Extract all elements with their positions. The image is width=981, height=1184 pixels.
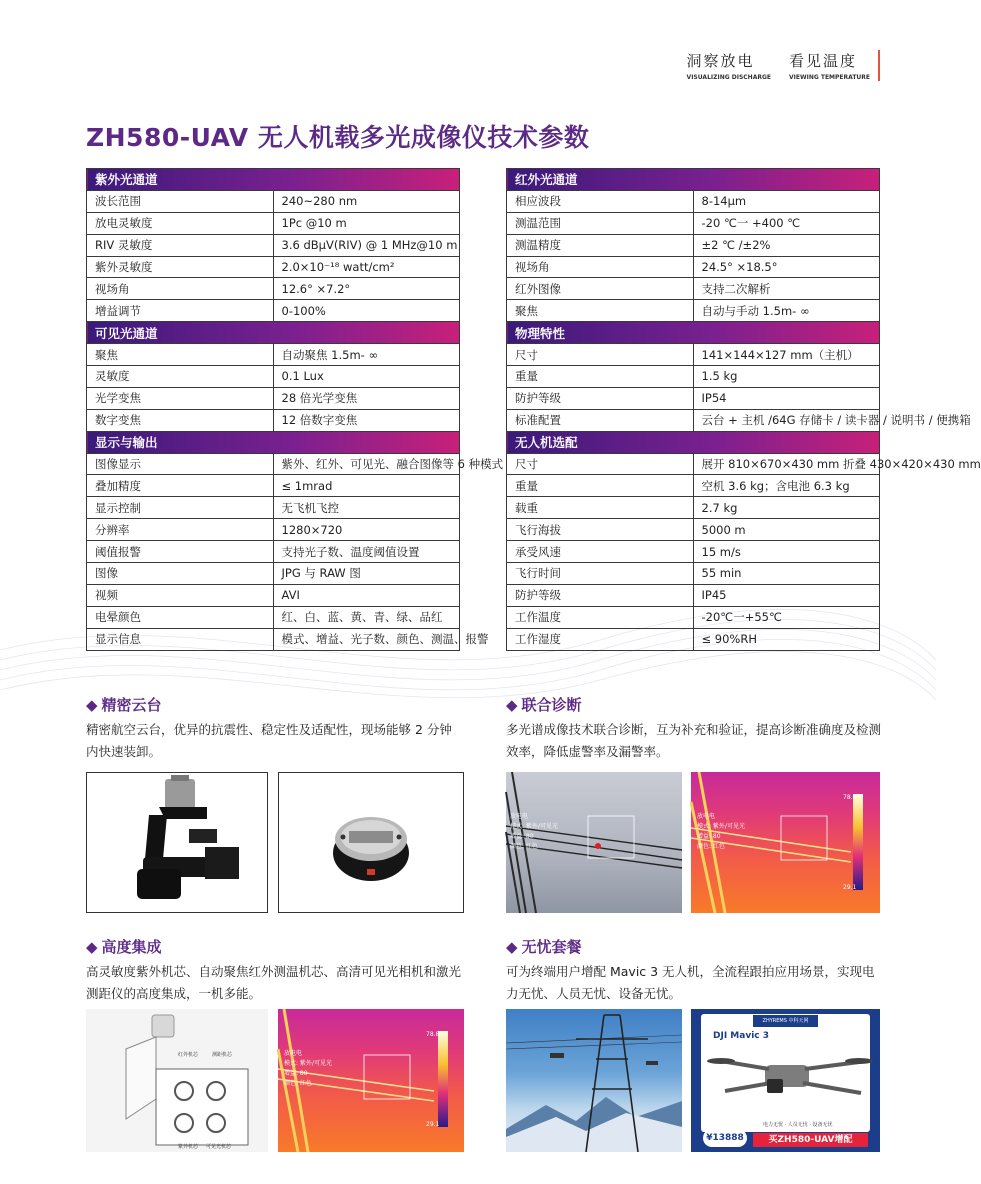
spec-key: 图像显示	[87, 453, 274, 475]
feature-package-title	[506, 936, 582, 957]
spec-key: 红外图像	[507, 278, 694, 300]
spec-value: 2.0×10⁻¹⁸ watt/cm²	[273, 256, 460, 278]
tagline-temperature	[789, 50, 870, 81]
spec-key: 载重	[507, 497, 694, 519]
spec-key: 视场角	[87, 278, 274, 300]
scale-bottom-label: 29.1	[426, 1121, 440, 1128]
quick-release-mount-image	[278, 772, 464, 913]
spec-row	[87, 278, 460, 300]
tagline-temperature-en: VIEWING TEMPERATURE	[789, 74, 870, 81]
thermal-image	[691, 772, 880, 913]
spec-section-header	[87, 322, 460, 344]
thermal-overlay-text	[697, 812, 745, 852]
spec-section-header	[87, 431, 460, 453]
feature-integration-title	[86, 936, 162, 957]
spec-value: IP54	[693, 387, 880, 409]
overlay-line: 颜色: 红色	[510, 843, 538, 850]
spec-key: 图像	[87, 563, 274, 585]
spec-row	[507, 453, 880, 475]
ad-slogan: 电力无忧 · 人员无忧 · 设备无忧	[763, 1122, 833, 1128]
spec-value: -20 ℃一 +400 ℃	[693, 212, 880, 234]
spec-section-header	[507, 322, 880, 344]
spec-value: AVI	[273, 584, 460, 606]
spec-value: 12 倍数字变焦	[273, 409, 460, 431]
overlay-line: 增益: 80	[510, 833, 534, 840]
spec-key: 波长范围	[87, 190, 274, 212]
overlay-line: 放电电	[697, 813, 716, 820]
spec-value: 模式、增益、光子数、颜色、测温、报警	[273, 628, 460, 650]
spec-row	[87, 344, 460, 366]
spec-value: 红、白、蓝、黄、青、绿、品红	[273, 606, 460, 628]
spec-key: 飞行时间	[507, 563, 694, 585]
spec-key: 阈值报警	[87, 541, 274, 563]
spec-key: 显示信息	[87, 628, 274, 650]
spec-row	[507, 409, 880, 431]
spec-row	[87, 628, 460, 650]
spec-table-left	[86, 168, 504, 651]
scale-top-label: 78.8	[843, 794, 857, 801]
spec-table-right	[506, 168, 981, 651]
ad-price: ¥13888	[703, 1129, 747, 1147]
spec-value: 展开 810×670×430 mm 折叠 430×420×430 mm	[693, 453, 880, 475]
feature-package-text: 可为终端用户增配 Mavic 3 无人机，全流程跟拍应用场景，实现电力无忧、人员无忧、设备无忧。	[506, 964, 875, 1001]
spec-row	[507, 387, 880, 409]
spec-row	[87, 256, 460, 278]
section-title: 物理特性	[507, 322, 880, 344]
page-title: ZH580-UAV 无人机载多光成像仪技术参数	[86, 123, 590, 152]
spec-key: 聚焦	[507, 300, 694, 322]
spec-key: 承受风速	[507, 541, 694, 563]
spec-value: 5000 m	[693, 519, 880, 541]
feature-diagnosis-title	[506, 694, 582, 715]
spec-value: 1Pc @10 m	[273, 212, 460, 234]
spec-row	[87, 212, 460, 234]
spec-value: JPG 与 RAW 图	[273, 563, 460, 585]
spec-value: 15 m/s	[693, 541, 880, 563]
spec-key: 相应波段	[507, 190, 694, 212]
spec-key: 测温精度	[507, 234, 694, 256]
overlay-line: 放电电	[284, 1050, 303, 1057]
feature-gimbal-title	[86, 694, 162, 715]
spec-row	[507, 234, 880, 256]
section-title: 显示与输出	[87, 431, 460, 453]
spec-row	[507, 212, 880, 234]
scale-top-label: 78.8	[426, 1031, 440, 1038]
spec-value: ≤ 1mrad	[273, 475, 460, 497]
spec-key: 重量	[507, 366, 694, 388]
spec-key: 标准配置	[507, 409, 694, 431]
spec-value: 支持二次解析	[693, 278, 880, 300]
spec-value: ≤ 90%RH	[693, 628, 880, 650]
spec-key: 增益调节	[87, 300, 274, 322]
tagline-discharge-en: VISUALIZING DISCHARGE	[686, 74, 771, 81]
diagram-label: 可见光机芯	[206, 1144, 232, 1150]
tagline-temperature-cn: 看见温度	[789, 52, 858, 70]
spec-value: 1280×720	[273, 519, 460, 541]
tagline-discharge	[687, 50, 771, 81]
diamond-icon: ◆	[86, 938, 98, 956]
diagram-label: 红外机芯	[178, 1052, 199, 1058]
tower-drone-photo	[506, 1009, 682, 1152]
spec-value: 支持光子数、温度阈值设置	[273, 541, 460, 563]
overlay-line: 模式: 紫外/可见光	[284, 1060, 332, 1067]
spec-value: 自动聚焦 1.5m- ∞	[273, 344, 460, 366]
spec-row	[87, 519, 460, 541]
section-title: 紫外光通道	[87, 169, 460, 191]
spec-value: 24.5° ×18.5°	[693, 256, 880, 278]
ad-model: DJI Mavic 3	[713, 1031, 770, 1041]
spec-row	[507, 584, 880, 606]
section-title: 红外光通道	[507, 169, 880, 191]
diagram-label: 测距机芯	[212, 1052, 233, 1058]
ad-banner: 买ZH580-UAV增配	[753, 1133, 868, 1147]
spec-key: 分辨率	[87, 519, 274, 541]
spec-row	[87, 606, 460, 628]
spec-value: 紫外、红外、可见光、融合图像等 6 种模式	[273, 453, 460, 475]
spec-value: 55 min	[693, 563, 880, 585]
spec-row	[87, 475, 460, 497]
spec-row	[507, 541, 880, 563]
spec-key: 光学变焦	[87, 387, 274, 409]
spec-row	[507, 475, 880, 497]
spec-key: 叠加精度	[87, 475, 274, 497]
overlay-line: 增益: 80	[284, 1070, 308, 1077]
ad-logo: ZHYREMS 中科天网	[753, 1015, 818, 1027]
spec-row	[87, 497, 460, 519]
spec-value: 3.6 dBμV(RIV) @ 1 MHz@10 m	[273, 234, 460, 256]
spec-row	[507, 300, 880, 322]
spec-key: 尺寸	[507, 344, 694, 366]
uv-fusion-image	[506, 772, 682, 913]
diamond-icon: ◆	[86, 696, 98, 714]
spec-key: 工作温度	[507, 606, 694, 628]
feature-integration-title-text: 高度集成	[101, 938, 162, 956]
spec-value: ±2 ℃ /±2%	[693, 234, 880, 256]
spec-row	[507, 256, 880, 278]
spec-value: 空机 3.6 kg；含电池 6.3 kg	[693, 475, 880, 497]
spec-row	[87, 300, 460, 322]
spec-row	[87, 584, 460, 606]
spec-row	[87, 366, 460, 388]
spec-key: 防护等级	[507, 584, 694, 606]
spec-value: 云台 + 主机 /64G 存储卡 / 读卡器 / 说明书 / 便携箱	[693, 409, 880, 431]
spec-value: 2.7 kg	[693, 497, 880, 519]
feature-gimbal-text: 精密航空云台，优异的抗震性、稳定性及适配性，现场能够 2 分钟内快速装卸。	[86, 722, 452, 759]
feature-diagnosis-title-text: 联合诊断	[521, 696, 582, 714]
overlay-line: 模式: 紫外/可见光	[697, 823, 745, 830]
spec-value: 8-14μm	[693, 190, 880, 212]
spec-key: 数字变焦	[87, 409, 274, 431]
spec-row	[87, 190, 460, 212]
overlay-line: 颜色: 红色	[697, 843, 725, 850]
spec-row	[87, 563, 460, 585]
spec-section-header	[507, 169, 880, 191]
spec-key: 飞行海拔	[507, 519, 694, 541]
feature-package-title-text: 无忧套餐	[521, 938, 582, 956]
feature-integration-text: 高灵敏度紫外机芯、自动聚焦红外测温机芯、高清可见光相机和激光测距仪的高度集成，一机多能。	[86, 964, 462, 1001]
spec-row	[507, 519, 880, 541]
spec-value: IP45	[693, 584, 880, 606]
spec-key: 放电灵敏度	[87, 212, 274, 234]
diamond-icon: ◆	[506, 696, 518, 714]
spec-row	[87, 453, 460, 475]
overlay-line: 放电电	[510, 813, 529, 820]
spec-row	[507, 190, 880, 212]
overlay-line: 颜色: 红色	[284, 1080, 312, 1087]
tagline-discharge-cn: 洞察放电	[686, 52, 755, 70]
feature-diagnosis-text: 多光谱成像技术联合诊断，互为补充和验证，提高诊断准确度及检测效率，降低虚警率及漏警率。	[506, 722, 882, 759]
spec-row	[87, 387, 460, 409]
spec-value: 无飞机飞控	[273, 497, 460, 519]
spec-section-header	[87, 169, 460, 191]
uv-overlay-text	[510, 812, 558, 852]
spec-value: 0.1 Lux	[273, 366, 460, 388]
spec-row	[507, 366, 880, 388]
spec-section-header	[507, 431, 880, 453]
spec-row	[87, 541, 460, 563]
thermal-overlay-text	[284, 1049, 332, 1089]
scale-bottom-label: 29.1	[843, 884, 857, 891]
spec-value: -20℃一+55℃	[693, 606, 880, 628]
spec-row	[507, 563, 880, 585]
spec-key: 视场角	[507, 256, 694, 278]
spec-key: 视频	[87, 584, 274, 606]
spec-value: 0-100%	[273, 300, 460, 322]
spec-key: 聚焦	[87, 344, 274, 366]
spec-key: RIV 灵敏度	[87, 234, 274, 256]
spec-key: 测温范围	[507, 212, 694, 234]
spec-value: 240~280 nm	[273, 190, 460, 212]
spec-key: 显示控制	[87, 497, 274, 519]
section-title: 可见光通道	[87, 322, 460, 344]
integrated-modules-diagram	[86, 1009, 268, 1152]
spec-row	[87, 234, 460, 256]
spec-row	[507, 497, 880, 519]
spec-value: 自动与手动 1.5m- ∞	[693, 300, 880, 322]
section-title: 无人机选配	[507, 431, 880, 453]
diamond-icon: ◆	[506, 938, 518, 956]
spec-key: 工作湿度	[507, 628, 694, 650]
spec-row	[507, 606, 880, 628]
spec-key: 尺寸	[507, 453, 694, 475]
spec-value: 12.6° ×7.2°	[273, 278, 460, 300]
spec-key: 防护等级	[507, 387, 694, 409]
diagram-label: 紫外机芯	[178, 1144, 199, 1150]
spec-row	[507, 278, 880, 300]
thermal-image-2	[278, 1009, 464, 1152]
spec-key: 灵敏度	[87, 366, 274, 388]
gimbal-camera-image	[86, 772, 268, 913]
spec-row	[507, 344, 880, 366]
brand-tagline	[687, 50, 880, 81]
spec-value: 1.5 kg	[693, 366, 880, 388]
spec-value: 28 倍光学变焦	[273, 387, 460, 409]
overlay-line: 增益: 80	[697, 833, 721, 840]
spec-key: 电晕颜色	[87, 606, 274, 628]
spec-row	[507, 628, 880, 650]
spec-key: 重量	[507, 475, 694, 497]
feature-gimbal-title-text: 精密云台	[101, 696, 162, 714]
spec-key: 紫外灵敏度	[87, 256, 274, 278]
spec-value: 141×144×127 mm（主机）	[693, 344, 880, 366]
spec-row	[87, 409, 460, 431]
mavic-package-ad	[691, 1009, 880, 1152]
overlay-line: 模式: 紫外/可见光	[510, 823, 558, 830]
